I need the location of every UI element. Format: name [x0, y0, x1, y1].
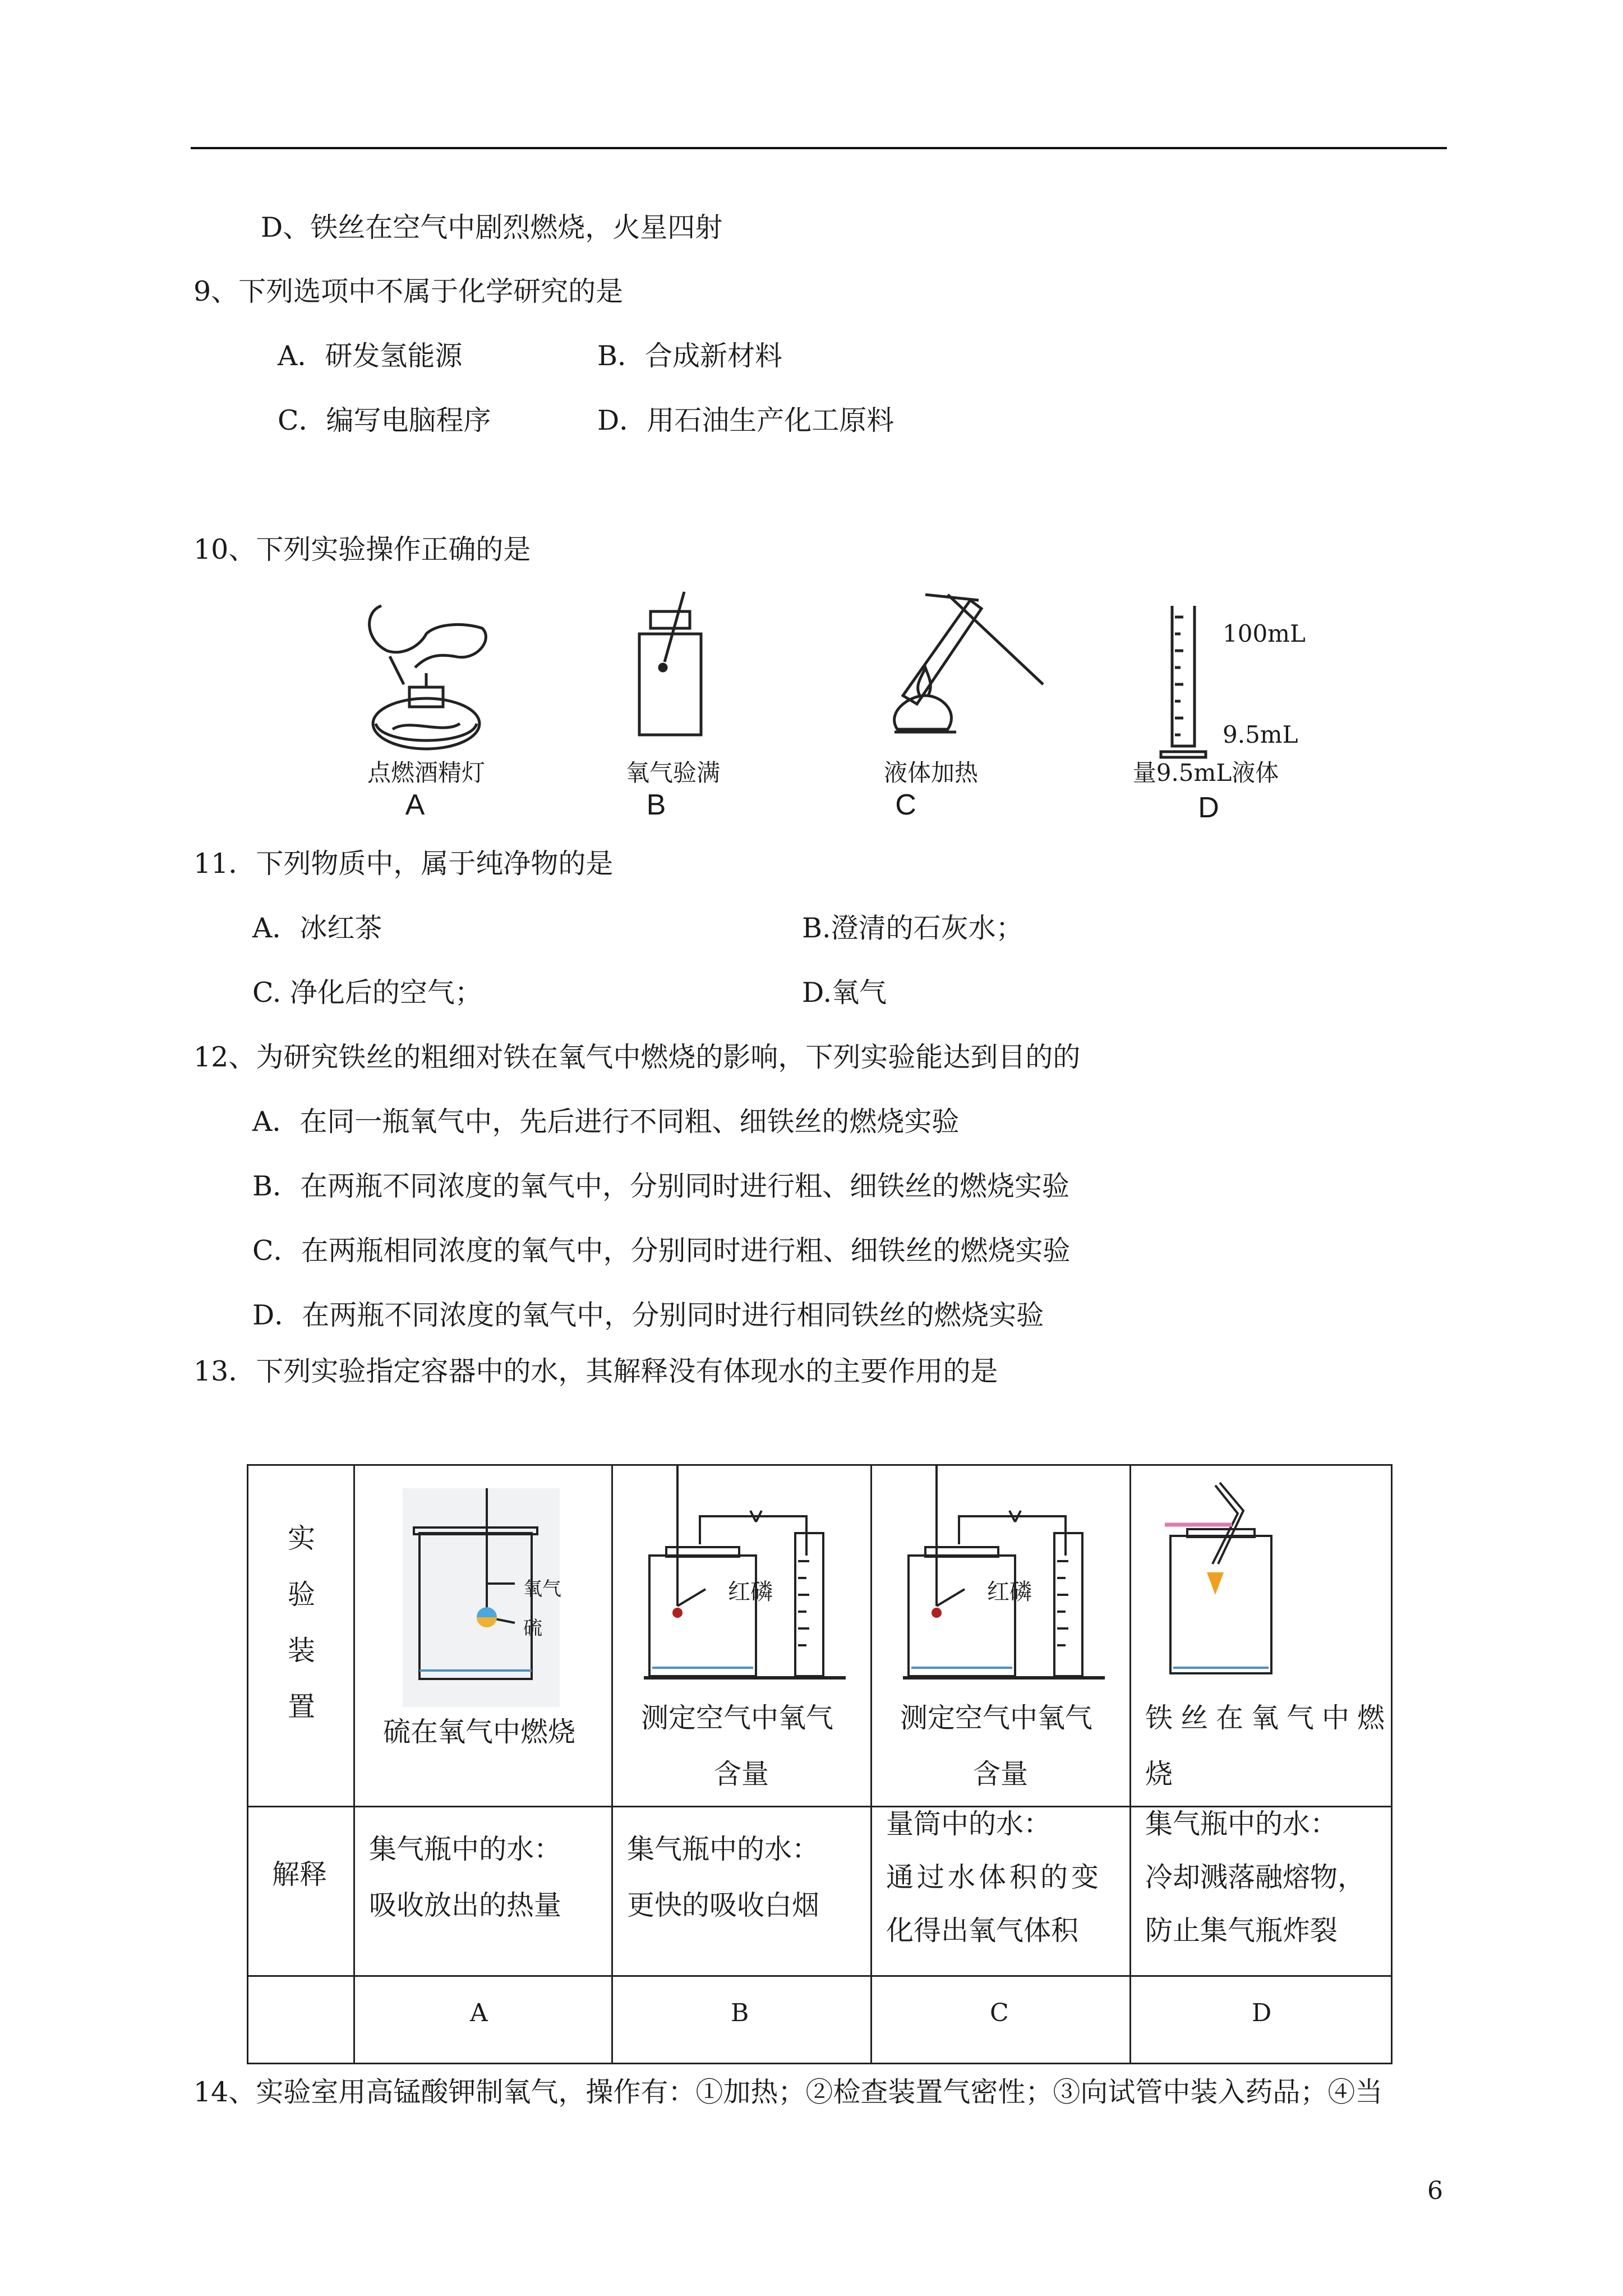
q9-option-b: B．合成新材料 — [597, 340, 783, 372]
q10-letter-d: D — [1198, 792, 1219, 824]
row-header-apparatus: 实 验 装 置 — [248, 1465, 354, 1807]
oxygen-test-figure — [623, 589, 723, 746]
alcohol-lamp-figure — [342, 589, 510, 757]
q11-option-d: D.氧气 — [802, 977, 887, 1009]
header-rule — [191, 147, 1447, 149]
explanation-a-cell: 集气瓶中的水： 吸收放出的热量 — [354, 1806, 612, 1976]
apparatus-c-cell: 红磷 测定空气中氧气 含量 — [872, 1465, 1131, 1807]
q10-letter-b: B — [646, 789, 666, 821]
q10-cylinder-mark-label: 9.5mL — [1223, 721, 1298, 748]
q10-caption-d: 量9.5mL液体 — [1132, 759, 1279, 786]
answer-d-cell: D — [1131, 1976, 1392, 2063]
apparatus-a-cell: 氧气 硫 硫在氧气中燃烧 — [354, 1465, 612, 1807]
q12-option-a: A．在同一瓶氧气中，先后进行不同粗、细铁丝的燃烧实验 — [252, 1106, 960, 1138]
explanation-c-cell: 量筒中的水： 通过水体积的变 化得出氧气体积 — [872, 1806, 1131, 1976]
q11-option-a: A．冰红茶 — [252, 912, 382, 944]
q14-stem: 14、实验室用高锰酸钾制氧气，操作有：①加热；②检查装置气密性；③向试管中装入药品；④当 — [193, 2076, 1383, 2108]
row-header-explanation: 解释 — [248, 1806, 354, 1976]
col-a-title: 硫在氧气中燃烧 — [383, 1716, 576, 1748]
q11-option-c: C. 净化后的空气； — [252, 977, 482, 1009]
q10-letter-c: C — [895, 789, 916, 821]
q10-letter-a: A — [405, 789, 425, 821]
q9-option-d: D．用石油生产化工原料 — [597, 404, 895, 436]
q10-caption-b: 氧气验满 — [625, 759, 720, 786]
q12-option-d: D．在两瓶不同浓度的氧气中，分别同时进行相同铁丝的燃烧实验 — [252, 1299, 1044, 1331]
apparatus-d-cell: 铁丝在氧气中燃 烧 — [1131, 1465, 1392, 1807]
answer-b-cell: B — [612, 1976, 872, 2063]
apparatus-b-cell: 红磷 测定空气中氧气 含量 — [612, 1465, 872, 1807]
answer-row-header — [248, 1976, 354, 2063]
q12-option-b: B．在两瓶不同浓度的氧气中，分别同时进行粗、细铁丝的燃烧实验 — [252, 1170, 1070, 1202]
q12-option-c: C．在两瓶相同浓度的氧气中，分别同时进行粗、细铁丝的燃烧实验 — [252, 1235, 1071, 1267]
iron-wire-jar-figure — [1159, 1480, 1283, 1687]
explanation-d-cell: 集气瓶中的水： 冷却溅落融熔物， 防止集气瓶炸裂 — [1131, 1806, 1392, 1976]
answer-c-cell: C — [872, 1976, 1131, 2063]
page-number: 6 — [1427, 2177, 1443, 2205]
answer-a-cell: A — [354, 1976, 612, 2063]
q9-option-a: A．研发氢能源 — [278, 340, 463, 372]
q11-option-b: B.澄清的石灰水； — [802, 912, 1023, 944]
q10-caption-c: 液体加热 — [883, 759, 978, 786]
q13-stem: 13．下列实验指定容器中的水，其解释没有体现水的主要作用的是 — [193, 1355, 998, 1387]
q10-cylinder-top-label: 100mL — [1223, 620, 1306, 647]
graduated-cylinder-figure — [1150, 600, 1223, 763]
q9-option-c: C．编写电脑程序 — [278, 404, 491, 436]
explanation-b-cell: 集气瓶中的水： 更快的吸收白烟 — [612, 1806, 872, 1976]
q13-experiment-table — [247, 1464, 1393, 2064]
q11-stem: 11．下列物质中，属于纯净物的是 — [193, 848, 614, 880]
q12-stem: 12、为研究铁丝的粗细对铁在氧气中燃烧的影响，下列实验能达到目的的 — [193, 1041, 1081, 1073]
liquid-heating-figure — [864, 583, 1049, 752]
q10-caption-a: 点燃酒精灯 — [367, 759, 485, 786]
q8-option-d: D、铁丝在空气中剧烈燃烧，火星四射 — [261, 211, 723, 243]
q9-stem: 9、下列选项中不属于化学研究的是 — [193, 275, 624, 307]
q10-stem: 10、下列实验操作正确的是 — [193, 533, 531, 565]
